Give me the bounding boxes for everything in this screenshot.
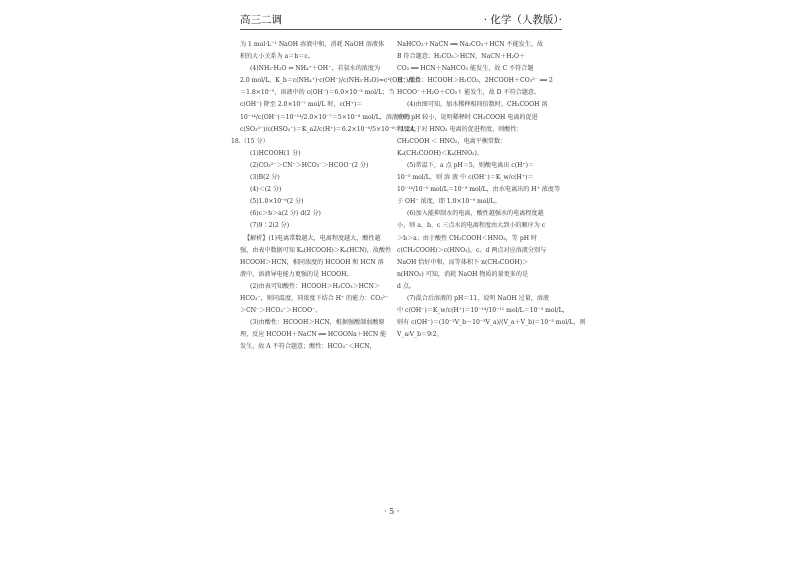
- text-line: V_a∶V_b＝9∶2。: [397, 331, 443, 339]
- text-line: CO₂ ══ HCN＋NaHCO₃ 能发生，故 C 不符合题: [397, 65, 534, 73]
- text-line: (7)混合后溶液的 pH＝11，说明 NaOH 过量，溶液: [407, 294, 550, 302]
- text-line: d 点。: [397, 282, 416, 290]
- answer-line: (5)1.0×10⁻⁹(2 分): [250, 198, 304, 206]
- text-line: 理，反应 HCOOH＋NaCN ══ HCOONa＋HCN 能: [240, 331, 387, 339]
- text-line: c(CH₃COOH)＞c(HNO₂)，c、d 两点对应溶液分别与: [397, 246, 547, 254]
- header-left-title: 高三二调: [240, 14, 282, 26]
- text-line: CH₃COOH ＜ HNO₂，电离平衡常数：: [397, 137, 507, 145]
- text-line: (2)由表可知酸性：HCOOH＞H₂CO₃＞HCN＞: [250, 282, 381, 290]
- text-line: ＝1.8×10⁻⁵，溶液中的 c(OH⁻)＝6.0×10⁻³ mol/L；当: [240, 89, 395, 97]
- text-line: (6)加入能抑制水的电离，酸性越强水的电离程度越: [407, 210, 544, 218]
- text-line: 积的大小关系为 a＝b＝c。: [240, 53, 314, 61]
- header-right-subject: · 化学（人教版）·: [483, 14, 562, 26]
- text-line: c(OH⁻) 降至 2.0×10⁻⁷ mol/L 时，c(H⁺)＝: [240, 101, 363, 109]
- text-line: 10⁻⁵ mol/L，则 溶 液 中 c(OH⁻)＝K_w/c(H⁺)＝: [397, 174, 534, 182]
- text-line: B 符合题意；H₂CO₃＞HCN，NaCN＋H₂O＋: [397, 53, 526, 61]
- page-number: · 5 ·: [384, 507, 400, 516]
- header-rule: [240, 29, 562, 30]
- text-line: HCO₃⁻，则同温度，同浓度下结合 H⁺ 的能力：CO₃²⁻: [240, 294, 389, 302]
- answer-line: (4)＜(2 分): [250, 186, 282, 194]
- text-line: ＞b＞a；由于酸性 CH₃COOH＜HNO₂，等 pH 时: [397, 234, 538, 242]
- text-line: NaHCO₃＋NaCN ══ Na₂CO₃＋HCN 不能发生，故: [397, 41, 544, 48]
- text-line: 意；酸性：HCOOH＞H₂CO₃，2HCOOH＋CO₃²⁻ ══ 2: [397, 77, 553, 85]
- text-line: (4)NH₃·H₂O ⇌ NH₄⁺＋OH⁻，若氨水的浓度为: [250, 65, 381, 73]
- question-number: 18.（15 分）: [231, 137, 269, 145]
- answer-line: (6)c＞b＞a(2 分) d(2 分): [250, 210, 321, 218]
- analysis-line: 【解析】(1)电离常数越大，电离程度越大，酸性越: [244, 234, 381, 242]
- text-line: (5)常温下，a 点 pH＝5，则酸电离出 c(H⁺)＝: [407, 161, 535, 169]
- text-line: HCOOH＞HCN，相同浓度的 HCOOH 和 HCN 溶: [240, 258, 384, 266]
- text-line: 中 c(OH⁻)＝K_w/c(H⁺)＝10⁻¹⁴/10⁻¹¹ mol/L＝10⁻³ mol/L，: [397, 307, 569, 315]
- text-line: 小，则 a、b、c 三点水的电离程度由大到小的顺序为 c: [397, 222, 546, 230]
- answer-line: (3)B(2 分): [250, 174, 280, 182]
- text-line: Kₐ(CH₃COOH)＜Kₐ(HNO₂)。: [397, 149, 483, 157]
- answer-line: (1)HCOOH(1 分): [250, 149, 301, 157]
- text-line: 发生，故 A 不符合题意；酸性：HCO₃⁻＜HCN，: [240, 343, 376, 351]
- answer-line: (2)CO₃²⁻＞CN⁻＞HCO₃⁻＞HCOO⁻(2 分): [250, 161, 369, 169]
- text-line: 程度大于对 HNO₂ 电离的促进程度，则酸性：: [397, 125, 523, 133]
- text-line: 为 1 mol·L⁻¹ NaOH 溶液中和，消耗 NaOH 溶液体: [240, 41, 385, 48]
- text-line: 强，由表中数据可知 Kₐ(HCOOH)＞Kₐ(HCN)，故酸性: [240, 246, 392, 254]
- text-line: ＞CN⁻＞HCO₃⁻＞HCOO⁻。: [240, 307, 322, 315]
- text-line: 2.0 mol/L，K_b＝c(NH₄⁺)·c(OH⁻)/c(NH₃·H₂O)≈c²(OH⁻)/2.0: [240, 77, 420, 85]
- text-line: 则有 c(OH⁻)＝(10⁻²V_b－10⁻³V_a)/(V_a＋V_b)＝10⁻³ mol/L，则: [397, 319, 586, 327]
- answer-line: (7)9∶2(2 分): [250, 222, 290, 230]
- text-line: (3)由酸性：HCOOH＞HCN，根据强酸制弱酸原: [250, 319, 385, 327]
- text-line: 液中，溶液导电能力更强的是 HCOOH。: [240, 270, 353, 278]
- text-line: HCOO⁻＋H₂O＋CO₂↑ 能发生，故 D 不符合题意。: [397, 89, 541, 97]
- text-line: 液的 pH 较小，说明稀释时 CH₃COOH 电离的促进: [397, 113, 538, 121]
- text-line: 于 OH⁻ 浓度，即 1.0×10⁻⁹ mol/L。: [397, 198, 501, 206]
- text-line: (4)由图可知，加水稀释相同倍数时，CH₃COOH 溶: [407, 101, 548, 109]
- right-column: [397, 39, 586, 341]
- text-line: 10⁻¹⁴/c(OH⁻)＝10⁻¹⁴/2.0×10⁻⁷＝5×10⁻⁸ mol/L，溶液中的: [240, 113, 411, 121]
- text-line: NaOH 恰好中和，而等体积下 n(CH₃COOH)＞: [397, 258, 529, 266]
- text-line: n(HNO₂) 可知，消耗 NaOH 物质的量更多的是: [397, 270, 529, 278]
- text-line: c(SO₃²⁻)/c(HSO₃⁻)＝K_a2/c(H⁺)＝6.2×10⁻⁸/5×10⁻⁸＝1.24。: [240, 125, 421, 133]
- text-line: 10⁻¹⁴/10⁻⁵ mol/L＝10⁻⁹ mol/L，由水电离出的 H⁺ 浓度等: [397, 186, 561, 194]
